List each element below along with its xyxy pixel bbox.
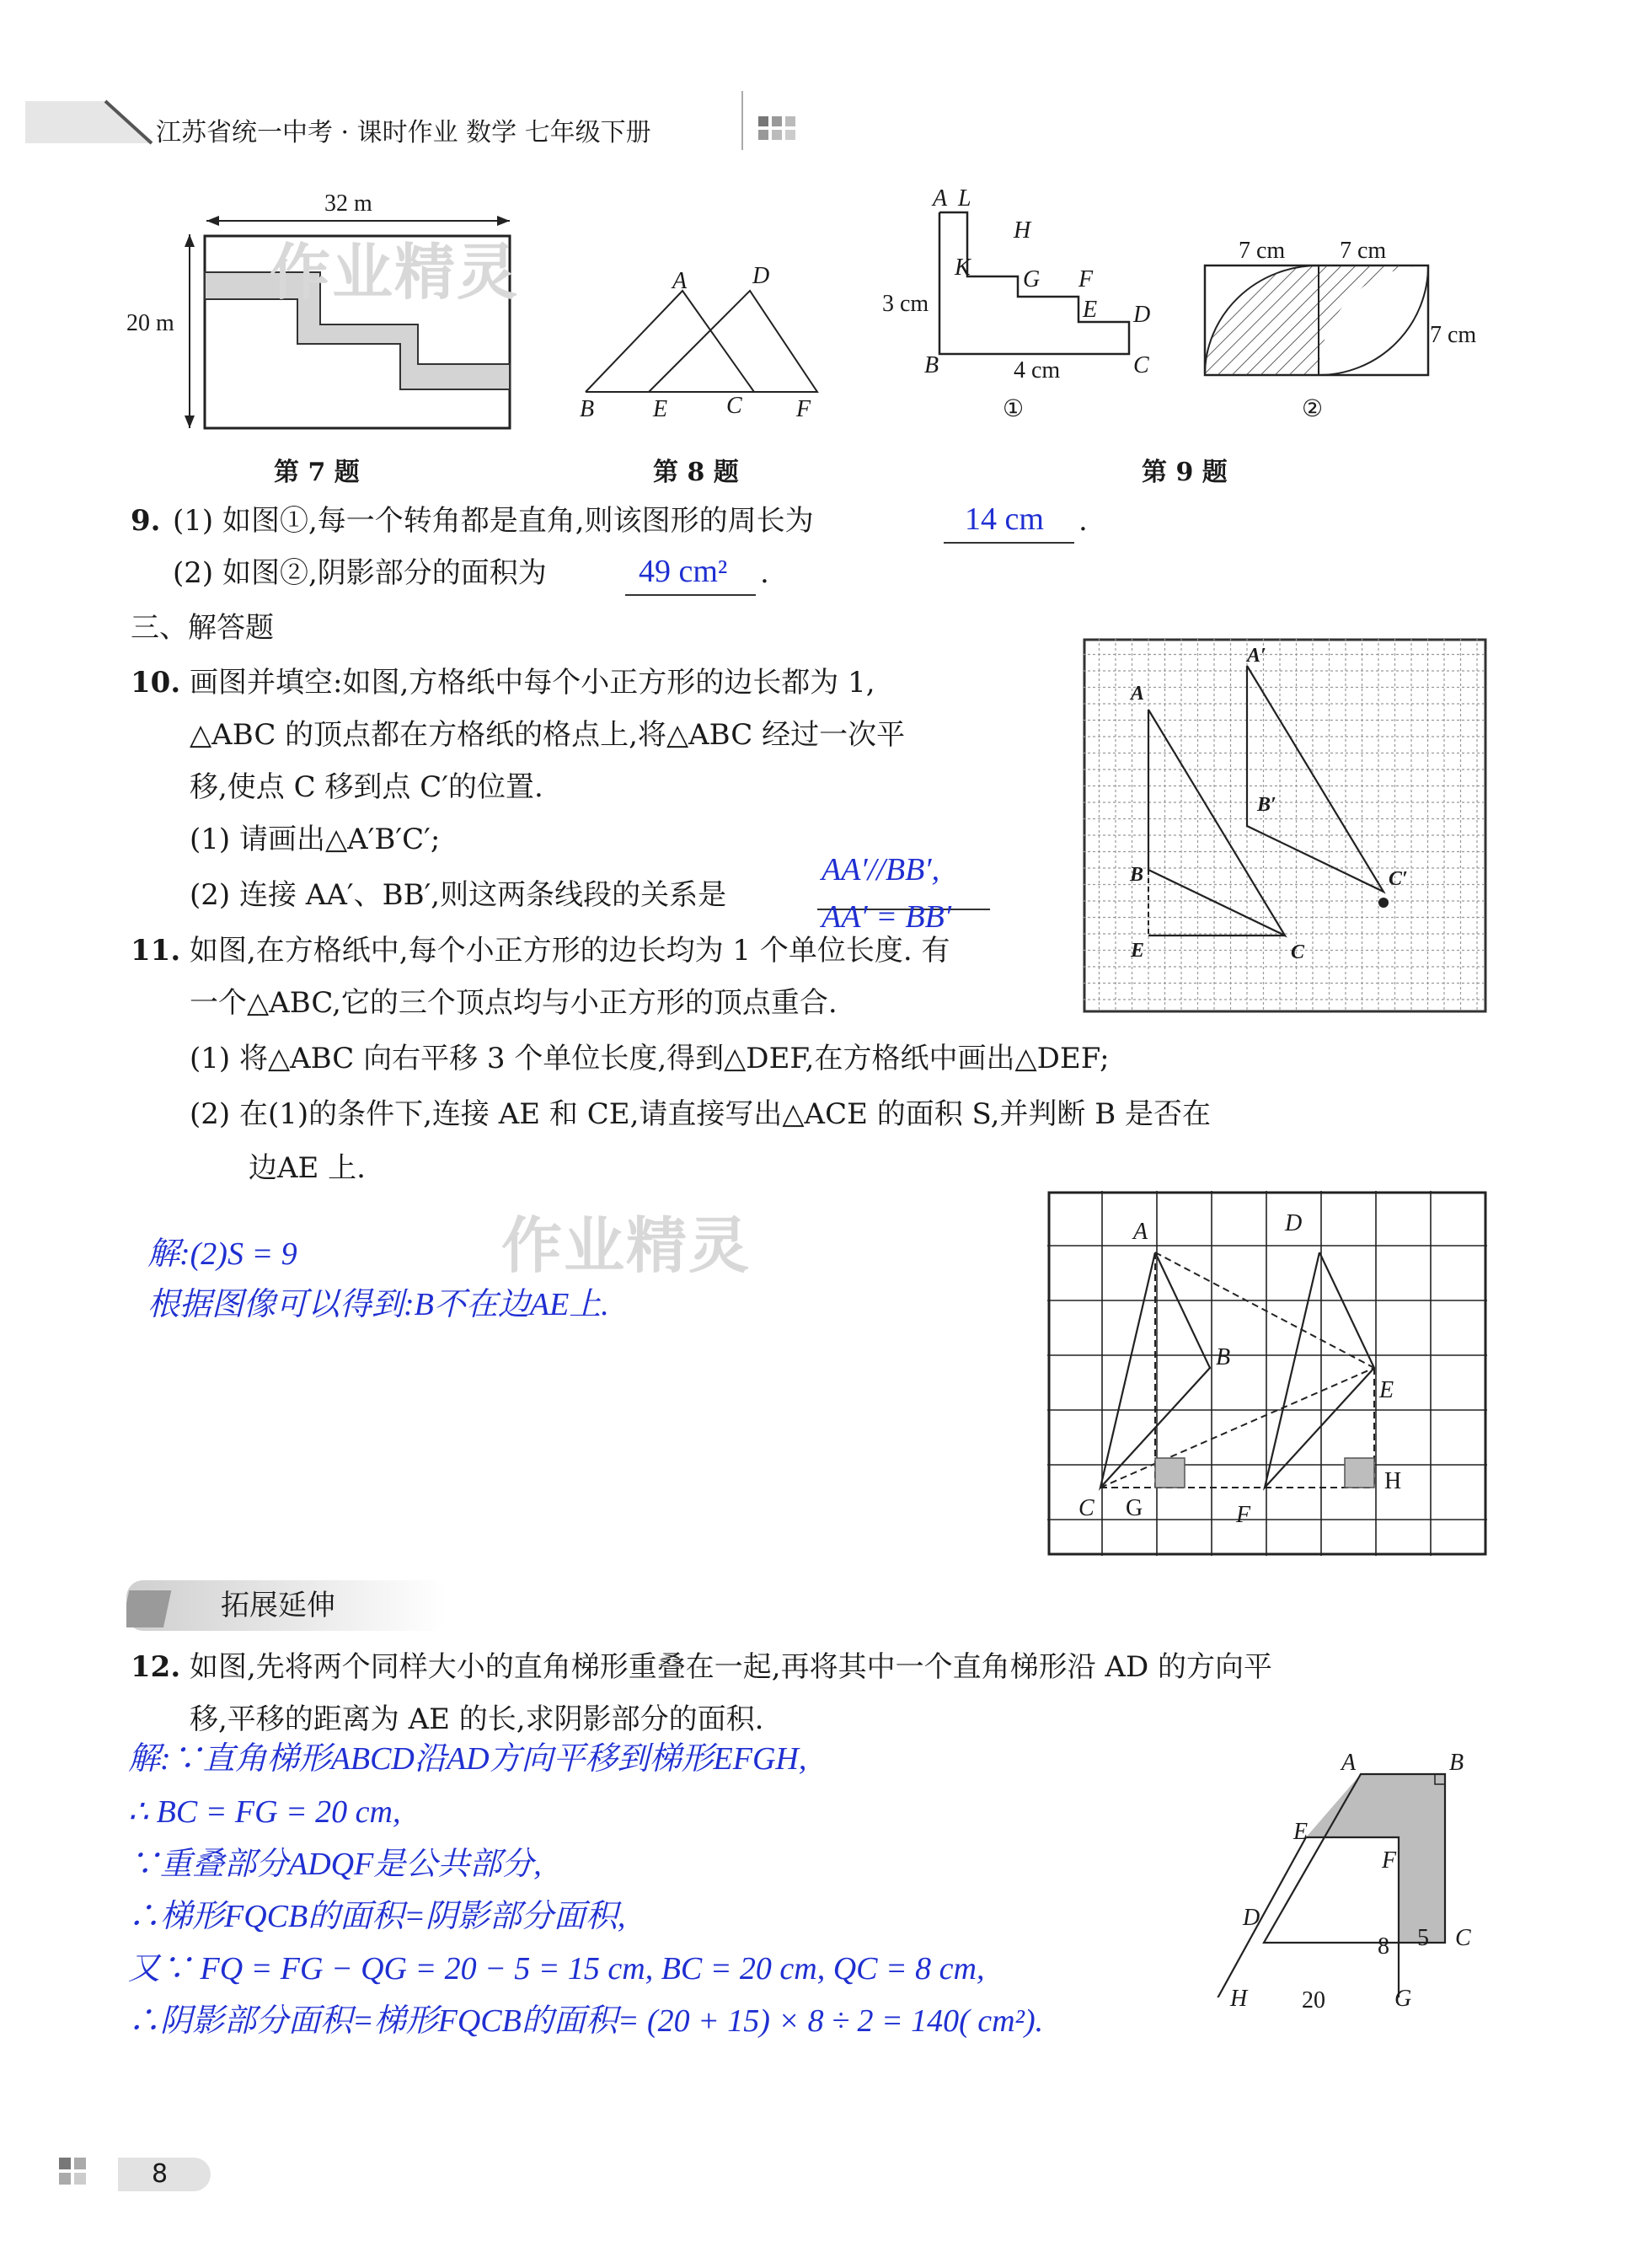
q10-part1: (1) 请画出△A′B′C′; bbox=[190, 823, 441, 856]
fig9-sub2: ② bbox=[1302, 396, 1324, 422]
fig8-label-A: A bbox=[672, 268, 688, 294]
fig9-label-F: F bbox=[1078, 266, 1094, 292]
q11-grid-figure bbox=[1047, 1191, 1487, 1556]
q10-line3: 移,使点 C 移到点 C′的位置. bbox=[190, 770, 543, 804]
fig7-caption: 第 7 题 bbox=[274, 458, 360, 487]
fig8-label-F: F bbox=[796, 396, 811, 422]
q12-label-20: 20 bbox=[1302, 1987, 1325, 2013]
fig9-sub1: ① bbox=[1003, 396, 1025, 422]
q11-label-A: A bbox=[1133, 1219, 1148, 1245]
footer-squares-icon bbox=[59, 2158, 110, 2191]
q10-label-C-prime: C′ bbox=[1389, 868, 1408, 890]
q12-sol1: 解:∵直角梯形ABCD沿AD方向平移到梯形EFGH, bbox=[128, 1741, 807, 1777]
q12-label-F: F bbox=[1382, 1847, 1397, 1874]
watermark: 作业精灵 bbox=[270, 236, 520, 308]
fig9-label-E: E bbox=[1083, 297, 1098, 323]
q10-label-B-prime: B′ bbox=[1257, 794, 1276, 816]
q12-number: 12. bbox=[131, 1650, 181, 1684]
q11-label-D: D bbox=[1285, 1210, 1303, 1236]
q12-label-C: C bbox=[1455, 1925, 1471, 1951]
q11-label-F: F bbox=[1236, 1502, 1251, 1528]
q10-label-B: B bbox=[1130, 864, 1144, 886]
fig9-dim-4cm: 4 cm bbox=[1014, 357, 1061, 383]
q9-period2: . bbox=[760, 556, 769, 590]
fig9-label-B: B bbox=[924, 352, 939, 378]
q11-label-C: C bbox=[1078, 1495, 1094, 1521]
q10-part2: (2) 连接 AA′、BB′,则这两条线段的关系是 bbox=[190, 878, 727, 912]
q10-line1: 画图并填空:如图,方格纸中每个小正方形的边长都为 1, bbox=[190, 666, 875, 700]
figure-8 bbox=[573, 253, 843, 396]
extension-title: 拓展延伸 bbox=[221, 1589, 335, 1622]
grid-squares-icon bbox=[758, 116, 809, 143]
q11-line2: 一个△ABC,它的三个顶点均与小正方形的顶点重合. bbox=[190, 986, 838, 1020]
q11-label-G: G bbox=[1126, 1495, 1143, 1521]
fig8-label-C: C bbox=[726, 393, 742, 419]
q10-number: 10. bbox=[131, 666, 181, 700]
q10-label-A: A bbox=[1131, 683, 1145, 705]
header-squares-icon bbox=[741, 91, 743, 150]
q12-sol4: ∴梯形FQCB的面积=阴影部分面积, bbox=[128, 1899, 626, 1934]
q10-label-A-prime: A′ bbox=[1247, 645, 1266, 667]
figure-9-2 bbox=[1196, 253, 1441, 388]
q11-label-B: B bbox=[1216, 1344, 1231, 1370]
q11-solution2: 根据图像可以得到:B不在边AE上. bbox=[147, 1287, 609, 1322]
q10-answer1: AA′//BB′, bbox=[822, 852, 940, 887]
q12-trapezoid-figure bbox=[1213, 1753, 1491, 1997]
q9-part2: (2) 如图②,阴影部分的面积为 bbox=[173, 556, 547, 590]
fig8-label-E: E bbox=[653, 396, 668, 422]
fig9-label-H: H bbox=[1014, 217, 1031, 244]
q12-label-G: G bbox=[1394, 1986, 1412, 2012]
q12-label-B: B bbox=[1449, 1750, 1464, 1776]
watermark-2: 作业精灵 bbox=[501, 1209, 752, 1281]
fig9-dim2-b: 7 cm bbox=[1340, 238, 1387, 264]
fig9-dim-3cm: 3 cm bbox=[882, 291, 929, 317]
fig9-label-K: K bbox=[955, 255, 971, 281]
fig9-label-C: C bbox=[1133, 352, 1149, 378]
fig8-label-D: D bbox=[752, 263, 770, 289]
fig9-dim2-a: 7 cm bbox=[1239, 238, 1286, 264]
q9-period1: . bbox=[1078, 504, 1088, 538]
q11-part1: (1) 将△ABC 向右平移 3 个单位长度,得到△DEF,在方格纸中画出△DEF; bbox=[190, 1042, 1110, 1075]
q11-line1: 如图,在方格纸中,每个小正方形的边长均为 1 个单位长度. 有 bbox=[190, 934, 950, 968]
q9-answer1-line bbox=[944, 542, 1074, 544]
q9-answer1: 14 cm bbox=[965, 501, 1044, 537]
q12-label-H: H bbox=[1230, 1986, 1248, 2012]
header-title: 江苏省统一中考 · 课时作业 数学 七年级下册 bbox=[156, 118, 651, 147]
q11-label-H: H bbox=[1384, 1468, 1402, 1494]
q12-label-A: A bbox=[1341, 1750, 1357, 1776]
fig9-label-A: A bbox=[933, 185, 948, 212]
q12-line2: 移,平移的距离为 AE 的长,求阴影部分的面积. bbox=[190, 1702, 764, 1736]
fig8-caption: 第 8 题 bbox=[653, 458, 739, 487]
q9-answer2: 49 cm² bbox=[639, 554, 728, 589]
figure-9-1 bbox=[918, 202, 1163, 371]
section-3-title: 三、解答题 bbox=[131, 611, 274, 645]
q12-sol3: ∵重叠部分ADQF是公共部分, bbox=[128, 1847, 542, 1882]
q9-part1: (1) 如图①,每一个转角都是直角,则该图形的周长为 bbox=[173, 504, 814, 538]
q12-label-8: 8 bbox=[1378, 1933, 1389, 1960]
q12-line1: 如图,先将两个同样大小的直角梯形重叠在一起,再将其中一个直角梯形沿 AD 的方向平 bbox=[190, 1650, 1273, 1684]
fig7-height-label: 20 m bbox=[126, 310, 174, 336]
q12-sol6: ∴阴影部分面积=梯形FQCB的面积= (20 + 15) × 8 ÷ 2 = 140( cm²). bbox=[128, 2003, 1044, 2039]
fig7-width-label: 32 m bbox=[324, 190, 372, 217]
fig8-label-B: B bbox=[580, 396, 595, 422]
fig9-label-L: L bbox=[958, 185, 971, 212]
q11-solution1: 解:(2)S = 9 bbox=[147, 1236, 297, 1272]
q10-line2: △ABC 的顶点都在方格纸的格点上,将△ABC 经过一次平 bbox=[190, 718, 906, 752]
q10-answer2: AA′ = BB′ bbox=[822, 899, 952, 935]
q11-part2: (2) 在(1)的条件下,连接 AE 和 CE,请直接写出△ACE 的面积 S,并判断 B 是否在 bbox=[190, 1097, 1212, 1131]
q12-sol2: ∴ BC = FG = 20 cm, bbox=[128, 1794, 401, 1830]
q11-label-E: E bbox=[1379, 1377, 1394, 1403]
q12-label-5: 5 bbox=[1417, 1925, 1429, 1951]
q10-label-C: C bbox=[1291, 941, 1305, 963]
q10-label-E: E bbox=[1131, 940, 1145, 962]
fig9-label-D: D bbox=[1133, 302, 1151, 328]
q11-part2b: 边AE 上. bbox=[249, 1151, 366, 1185]
fig9-label-G: G bbox=[1023, 266, 1041, 292]
q11-number: 11. bbox=[131, 934, 181, 968]
q12-label-D: D bbox=[1243, 1905, 1260, 1931]
q12-label-E: E bbox=[1293, 1819, 1309, 1845]
page-number: 8 bbox=[152, 2159, 169, 2189]
fig9-dim2-c: 7 cm bbox=[1430, 322, 1477, 348]
q12-sol5: 又∵ FQ = FG − QG = 20 − 5 = 15 cm, BC = 20 cm, QC = 8 cm, bbox=[128, 1951, 985, 1987]
fig9-caption: 第 9 题 bbox=[1142, 458, 1228, 487]
q9-answer2-line bbox=[625, 594, 756, 596]
q9-number: 9. bbox=[131, 504, 161, 538]
